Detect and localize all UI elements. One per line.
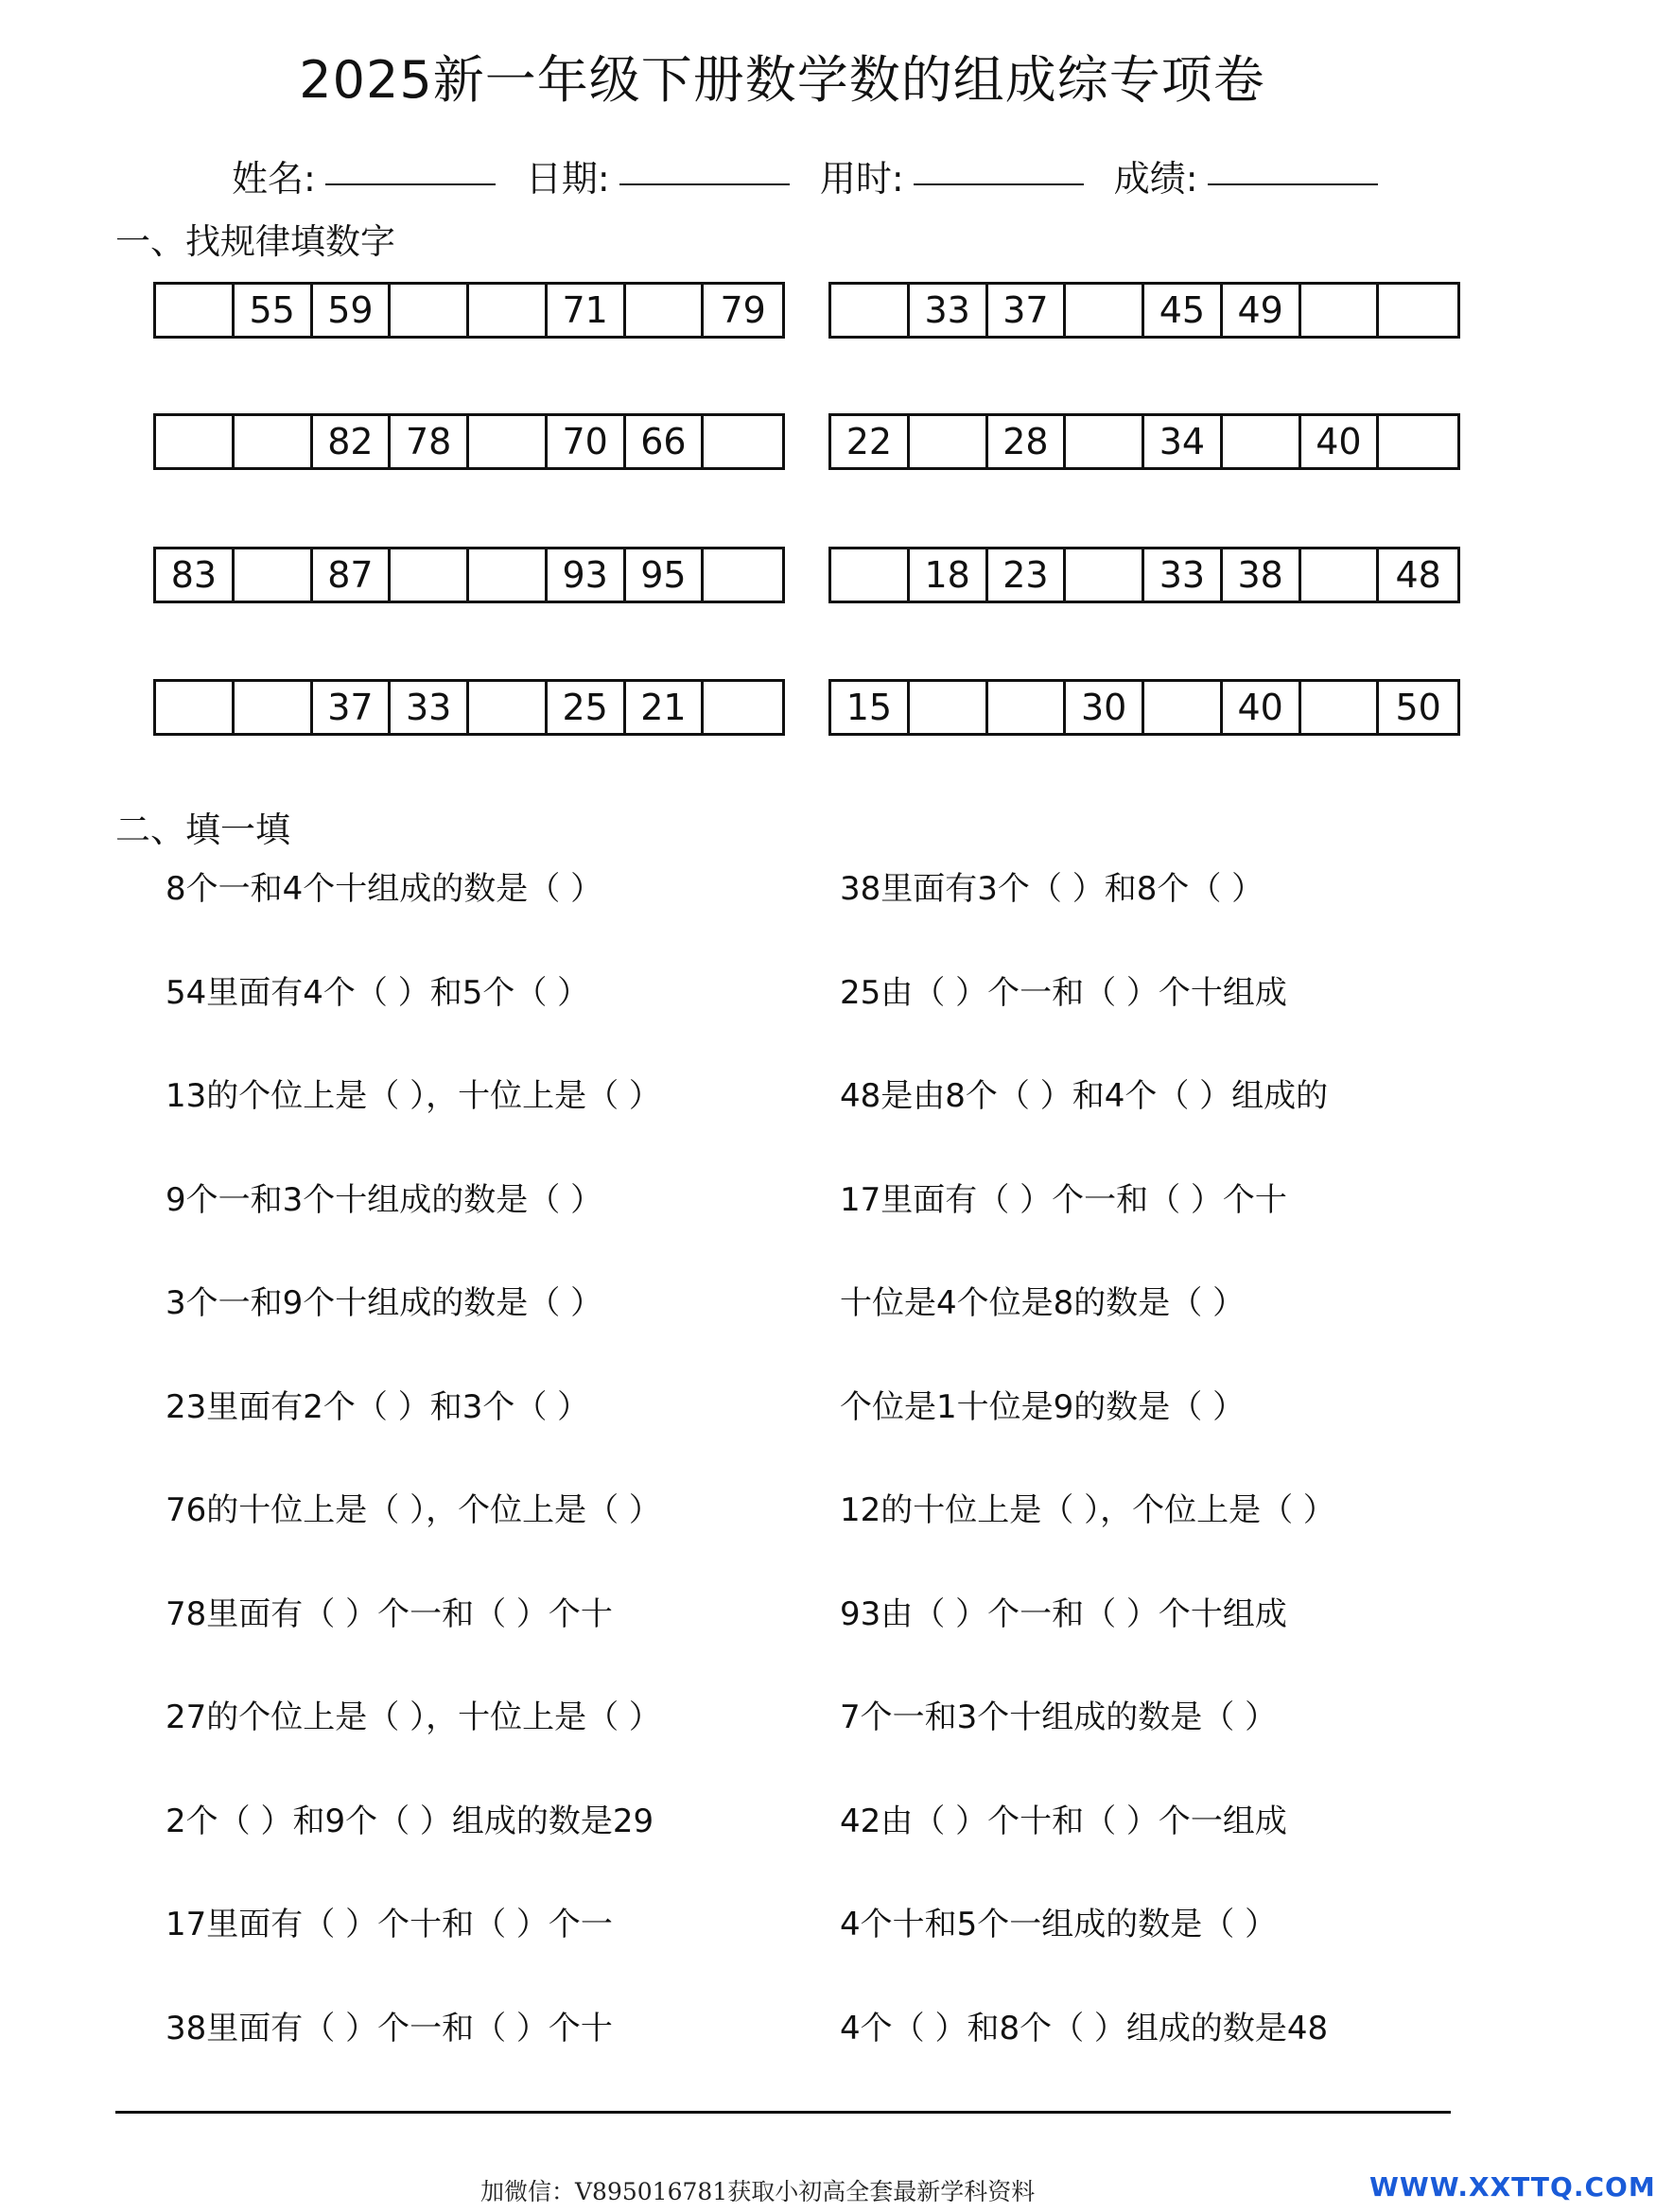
section2-heading: 二、填一填: [115, 810, 290, 850]
question-right-1[interactable]: 38里面有3个（ ）和8个（ ）: [840, 870, 1264, 908]
question-left-10[interactable]: 2个（ ）和9个（ ）组成的数是29: [166, 1802, 654, 1840]
grid-cell: 49: [1223, 285, 1301, 336]
grid-cell-blank[interactable]: [1066, 549, 1144, 601]
question-right-9[interactable]: 7个一和3个十组成的数是（ ）: [840, 1698, 1278, 1736]
page-title: 2025新一年级下册数学数的组成综专项卷: [299, 50, 1265, 110]
number-grid-3: [153, 413, 785, 470]
grid-cell: 34: [1144, 416, 1223, 467]
section1-heading: 一、找规律填数字: [115, 221, 395, 262]
grid-cell: 15: [831, 682, 910, 733]
grid-cell: 50: [1395, 687, 1441, 728]
grid-cell-blank[interactable]: [626, 285, 705, 336]
question-left-4[interactable]: 9个一和3个十组成的数是（ ）: [166, 1180, 603, 1219]
grid-cell: 59: [313, 285, 392, 336]
grid-cell: 45: [1144, 285, 1223, 336]
grid-cell: 38: [1223, 549, 1301, 601]
grid-cell: 95: [626, 549, 705, 601]
info-time-label: 用时:: [819, 158, 904, 200]
grid-cell: 22: [831, 416, 910, 467]
question-right-8[interactable]: 93由（ ）个一和（ ）个十组成: [840, 1594, 1287, 1633]
question-right-10[interactable]: 42由（ ）个十和（ ）个一组成: [840, 1802, 1287, 1840]
question-right-2[interactable]: 25由（ ）个一和（ ）个十组成: [840, 973, 1287, 1012]
info-date-label: 日期:: [525, 158, 610, 200]
grid-cell-blank[interactable]: [988, 682, 1067, 733]
grid-cell-blank[interactable]: [156, 285, 235, 336]
footer-brand[interactable]: WWW.XXTTQ.COM: [1369, 2171, 1656, 2203]
question-left-9[interactable]: 27的个位上是（ ），十位上是（ ）: [166, 1698, 661, 1736]
grid-cell-blank[interactable]: [831, 285, 910, 336]
grid-cell: 66: [626, 416, 705, 467]
question-left-1[interactable]: 8个一和4个十组成的数是（ ）: [166, 870, 603, 908]
info-score-label: 成绩:: [1113, 158, 1198, 200]
grid-cell: 33: [910, 285, 988, 336]
grid-cell-blank[interactable]: [831, 549, 910, 601]
grid-cell-blank[interactable]: [469, 549, 548, 601]
info-date: [526, 149, 790, 201]
info-score-blank[interactable]: [1208, 183, 1378, 185]
grid-cell: 23: [988, 549, 1067, 601]
grid-cell: 33: [391, 682, 469, 733]
grid-cell: 33: [1144, 549, 1223, 601]
grid-cell-blank[interactable]: [235, 682, 313, 733]
grid-cell-blank[interactable]: [469, 416, 548, 467]
question-left-11[interactable]: 17里面有（ ）个十和（ ）个一: [166, 1906, 613, 1943]
grid-cell-blank[interactable]: [1301, 682, 1380, 733]
info-name-label: 姓名:: [232, 158, 316, 200]
grid-cell-blank[interactable]: [235, 549, 313, 601]
footer-text: 加微信：V895016781获取小初高全套最新学科资料: [480, 2178, 1036, 2205]
question-right-11[interactable]: 4个十和5个一组成的数是（ ）: [840, 1906, 1278, 1943]
grid-cell: 87: [313, 549, 392, 601]
grid-cell-blank[interactable]: [156, 682, 235, 733]
grid-cell: 25: [548, 682, 626, 733]
grid-cell-blank[interactable]: [910, 682, 988, 733]
grid-cell-blank[interactable]: [1066, 416, 1144, 467]
grid-cell-blank[interactable]: [910, 416, 988, 467]
number-grid-2: [828, 282, 1460, 339]
question-left-7[interactable]: 76的十位上是（ ），个位上是（ ）: [166, 1491, 661, 1529]
number-grid-6: [828, 547, 1460, 603]
question-left-12[interactable]: 38里面有（ ）个一和（ ）个十: [166, 2009, 613, 2047]
grid-cell: 37: [988, 285, 1067, 336]
info-time: [820, 149, 1084, 201]
grid-cell-blank[interactable]: [1223, 416, 1301, 467]
grid-cell: 28: [988, 416, 1067, 467]
question-right-7[interactable]: 12的十位上是（ ），个位上是（ ）: [840, 1491, 1335, 1529]
grid-cell-blank[interactable]: [235, 416, 313, 467]
question-left-6[interactable]: 23里面有2个（ ）和3个（ ）: [166, 1387, 590, 1426]
grid-cell-blank[interactable]: [469, 285, 548, 336]
grid-cell: 70: [548, 416, 626, 467]
question-left-8[interactable]: 78里面有（ ）个一和（ ）个十: [166, 1594, 613, 1633]
grid-cell: 93: [548, 549, 626, 601]
question-right-5[interactable]: 十位是4个位是8的数是（ ）: [840, 1284, 1246, 1322]
grid-cell: 37: [313, 682, 392, 733]
grid-cell-blank[interactable]: [1066, 285, 1144, 336]
grid-cell: 21: [626, 682, 705, 733]
number-grid-1: [153, 282, 785, 339]
grid-cell-blank[interactable]: [391, 549, 469, 601]
grid-cell: 40: [1301, 416, 1380, 467]
grid-cell-blank[interactable]: [704, 682, 782, 733]
number-grid-4: [828, 413, 1460, 470]
grid-cell: 79: [720, 289, 766, 331]
grid-cell-blank[interactable]: [704, 549, 782, 601]
grid-cell-blank[interactable]: [156, 416, 235, 467]
grid-cell-blank[interactable]: [391, 285, 469, 336]
grid-cell: 40: [1223, 682, 1301, 733]
grid-cell-blank[interactable]: [704, 416, 782, 467]
info-time-blank[interactable]: [914, 183, 1084, 185]
grid-cell: 83: [156, 549, 235, 601]
grid-cell-blank[interactable]: [1379, 416, 1457, 467]
info-score: [1114, 149, 1378, 201]
grid-cell-blank[interactable]: [1144, 682, 1223, 733]
grid-cell-blank[interactable]: [1301, 285, 1380, 336]
question-right-3[interactable]: 48是由8个（ ）和4个（ ）组成的: [840, 1077, 1329, 1115]
student-info-line: [232, 149, 1397, 201]
grid-cell-blank[interactable]: [1379, 285, 1457, 336]
grid-cell: 78: [391, 416, 469, 467]
grid-cell: 18: [910, 549, 988, 601]
info-name: [232, 149, 496, 201]
question-right-4[interactable]: 17里面有（ ）个一和（ ）个十: [840, 1180, 1287, 1219]
question-right-6[interactable]: 个位是1十位是9的数是（ ）: [840, 1387, 1246, 1426]
grid-cell: 71: [548, 285, 626, 336]
number-grid-7: [153, 679, 785, 736]
number-grid-5: [153, 547, 785, 603]
question-left-5[interactable]: 3个一和9个十组成的数是（ ）: [166, 1284, 603, 1322]
grid-cell: 48: [1395, 554, 1441, 596]
question-right-12[interactable]: 4个（ ）和8个（ ）组成的数是48: [840, 2009, 1329, 2047]
number-grid-8: [828, 679, 1460, 736]
grid-cell: 82: [313, 416, 392, 467]
grid-cell-blank[interactable]: [1301, 549, 1380, 601]
info-name-blank[interactable]: [325, 183, 496, 185]
question-left-2[interactable]: 54里面有4个（ ）和5个（ ）: [166, 973, 590, 1012]
footer-divider: [115, 2111, 1451, 2114]
question-left-3[interactable]: 13的个位上是（ ），十位上是（ ）: [166, 1077, 661, 1115]
grid-cell-blank[interactable]: [469, 682, 548, 733]
grid-cell: 30: [1066, 682, 1144, 733]
grid-cell: 55: [235, 285, 313, 336]
info-date-blank[interactable]: [619, 183, 790, 185]
